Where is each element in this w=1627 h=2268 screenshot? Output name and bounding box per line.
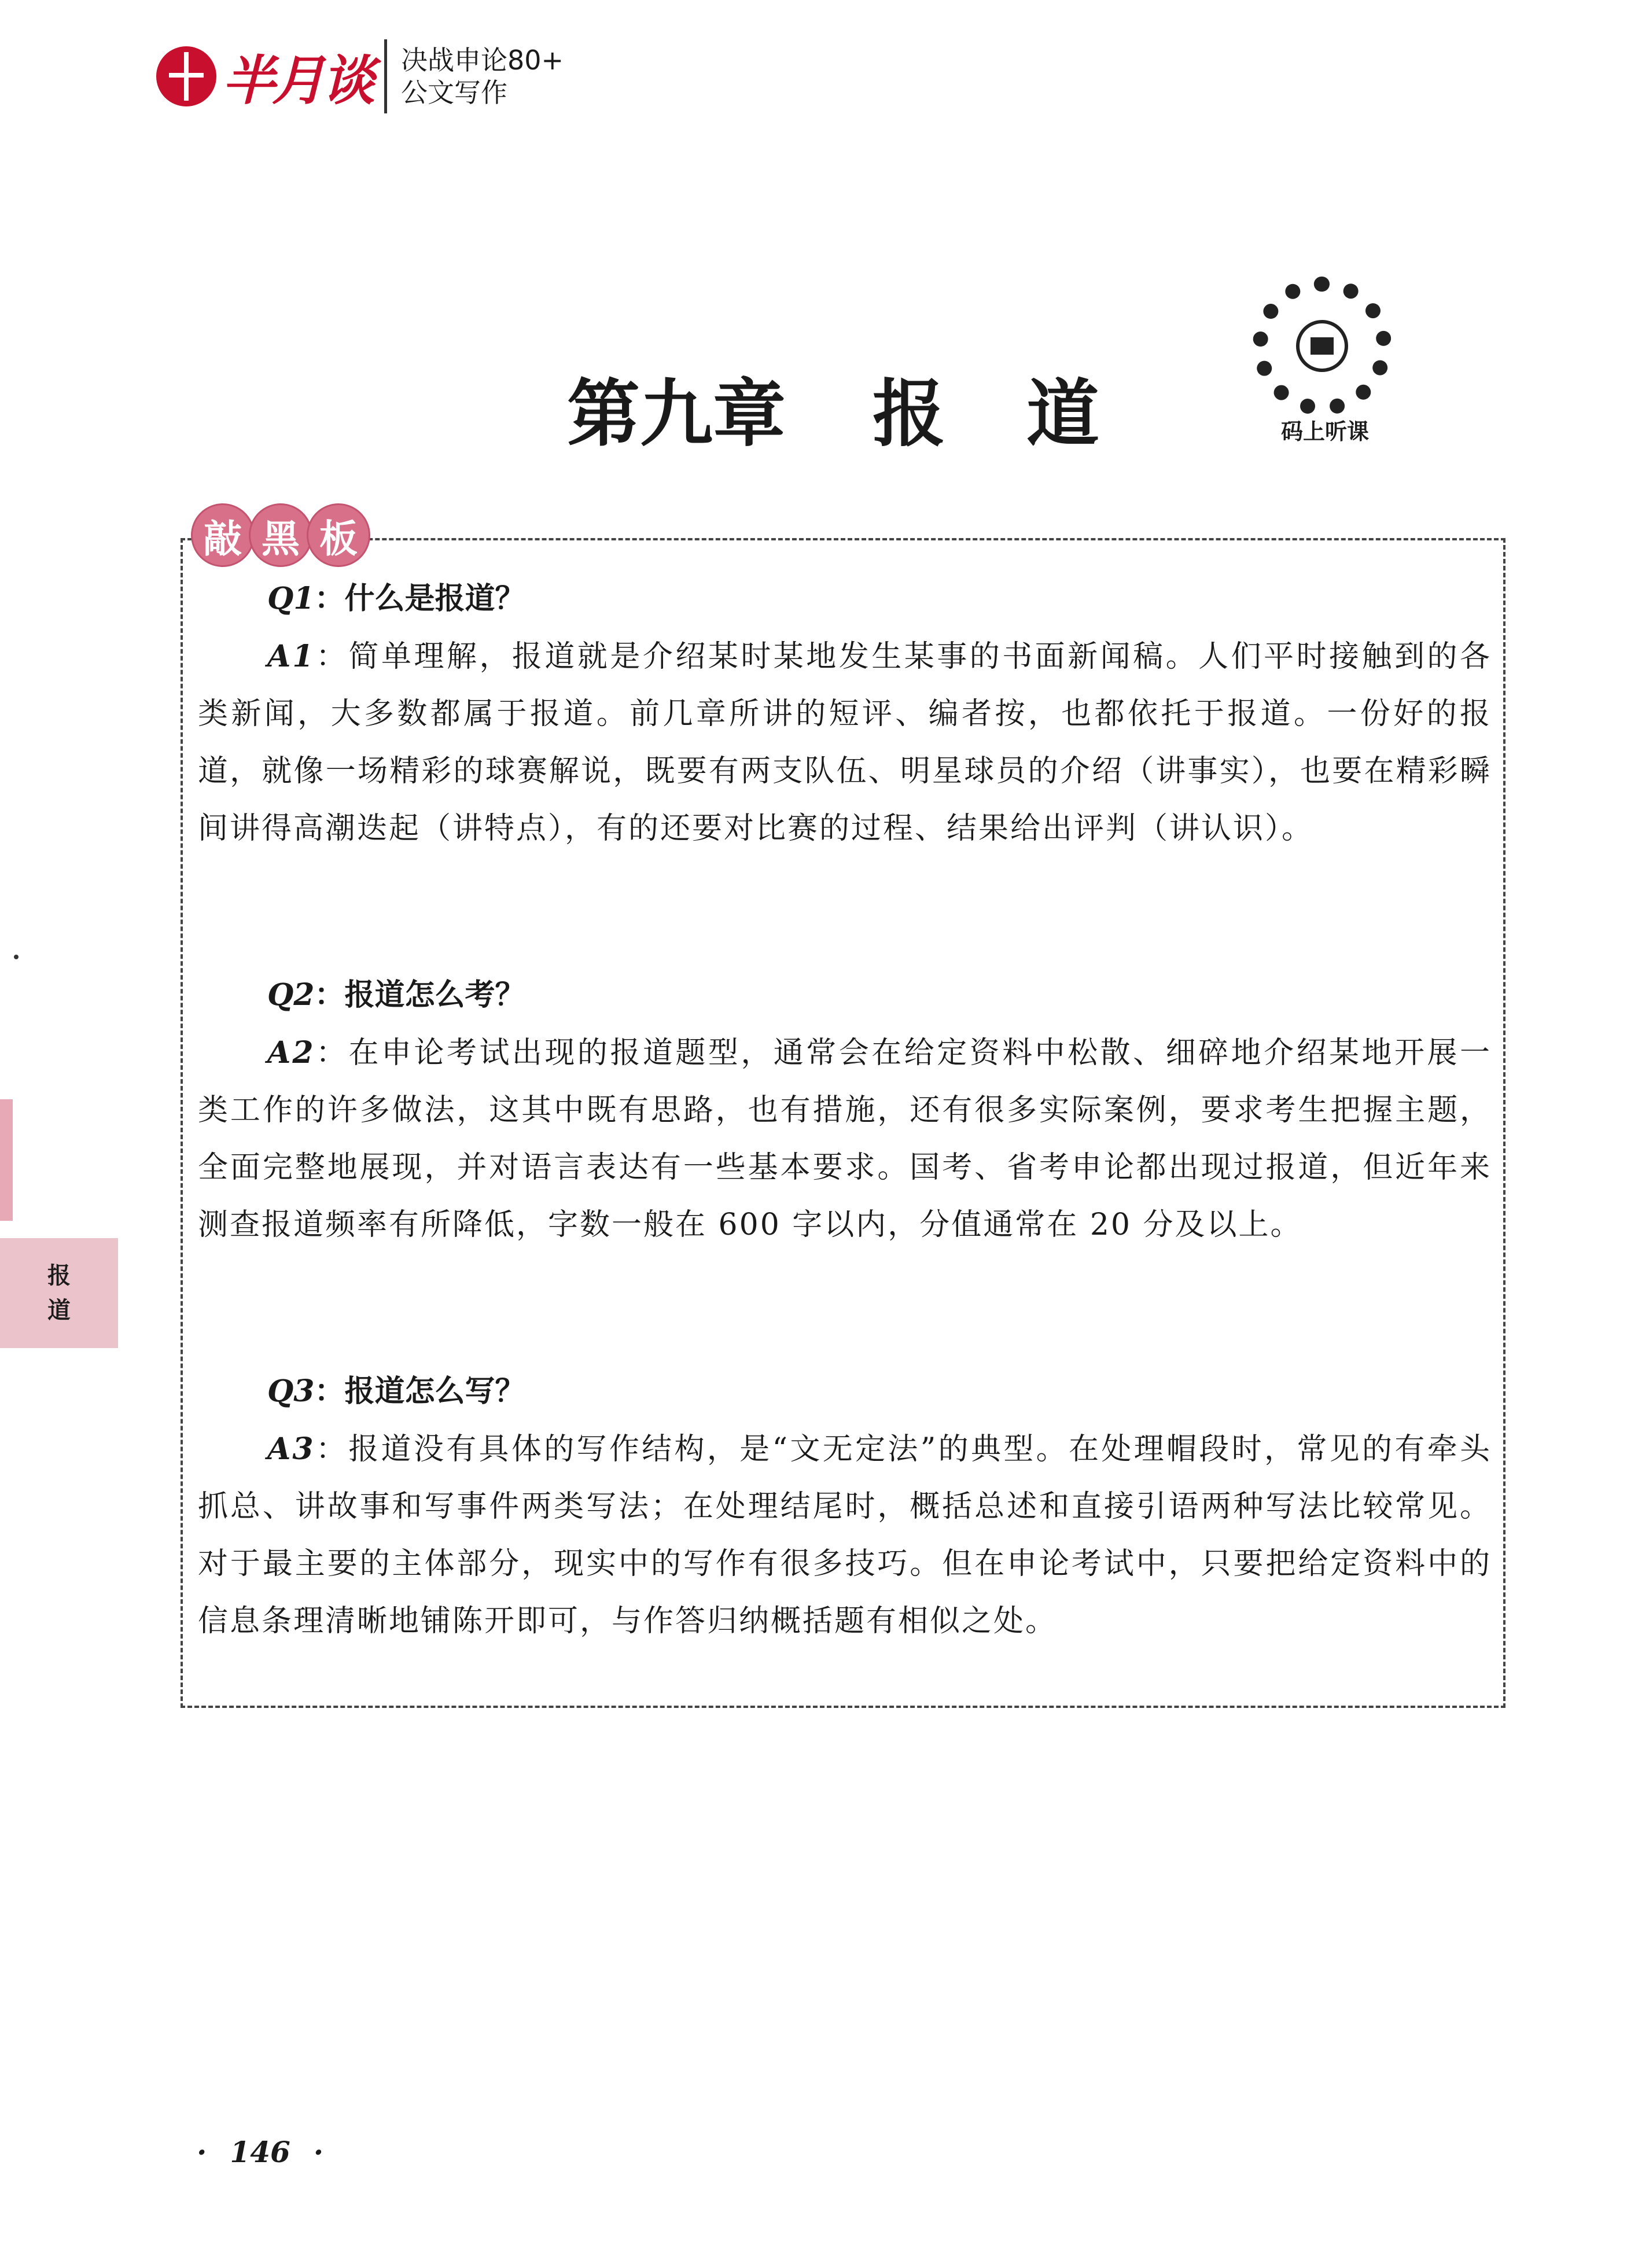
- chapter-number: 第九章: [567, 370, 786, 456]
- chapter-side-tab[interactable]: [0, 1238, 118, 1348]
- question: [198, 966, 1492, 1024]
- answer: [198, 1024, 1492, 1254]
- answer: [198, 628, 1492, 857]
- qa-item-2: [198, 966, 1492, 1254]
- chapter-title-char-2: 道: [1026, 370, 1099, 456]
- question: [198, 1363, 1492, 1420]
- answer-text: ：在申论考试出现的报道题型，通常会在给定资料中松散、细碎地介绍某地开展一类工作的许多做法，这其中既有思路，也有措施，还有很多实际案例，要求考生把握主题，全面完整地展现，并对语言表达有一些基本要求。国考、省考申论都出现过报道，但近年来测查报道频率有所降低，字数一般在 600 字以内，分值通常在 20 分及以上。: [198, 1036, 1492, 1242]
- answer-id: A2: [267, 1035, 315, 1070]
- blackboard-tag-1: 敲: [191, 503, 255, 567]
- series-line-1: 决战申论80+: [401, 45, 564, 76]
- question-id: Q2: [267, 977, 315, 1013]
- answer-text: ：简单理解，报道就是介绍某时某地发生某事的书面新闻稿。人们平时接触到的各类新闻，大多数都属于报道。前几章所讲的短评、编者按，也都依托于报道。一份好的报道，就像一场精彩的球赛解说，既要有两支队伍、明星球员的介绍（讲事实），也要在精彩瞬间讲得高潮迭起（讲特点），有的还要对比赛的过程、结果给出评判（讲认识）。: [198, 639, 1492, 846]
- page-number-value: 146: [230, 2135, 290, 2169]
- publisher-logo: [156, 39, 371, 114]
- side-marker: [0, 1099, 13, 1221]
- series-line-2: 公文写作: [401, 77, 508, 108]
- question-id: Q1: [267, 581, 315, 616]
- question: [198, 570, 1492, 628]
- logo-text: 半月谈: [222, 50, 372, 112]
- page-number-dot-right: ·: [313, 2135, 324, 2169]
- qr-caption: 码上听课: [1280, 419, 1369, 444]
- question-text: ：什么是报道？: [314, 581, 525, 616]
- qr-book-icon: [1296, 320, 1348, 372]
- page-number: [185, 2135, 335, 2169]
- side-tab-char-1: 报: [47, 1262, 71, 1289]
- chapter-title: [567, 359, 1099, 457]
- chapter-title-char-1: 报: [873, 370, 945, 456]
- blackboard-tags: [191, 503, 365, 567]
- answer-text: ：报道没有具体的写作结构，是“文无定法”的典型。在处理帽段时，常见的有牵头抓总、讲故事和写事件两类写法；在处理结尾时，概括总述和直接引语两种写法比较常见。对于最主要的主体部分，现实中的写作有很多技巧。但在申论考试中，只要把给定资料中的信息条理清晰地铺陈开即可，与作答归纳概括题有相似之处。: [198, 1432, 1492, 1639]
- question-id: Q3: [267, 1374, 315, 1409]
- logo-emblem-icon: [156, 46, 216, 106]
- page-header: [156, 30, 564, 123]
- page-number-dot-left: ·: [197, 2135, 207, 2169]
- blackboard-tag-2: 黑: [249, 503, 312, 567]
- margin-dot: [14, 955, 19, 959]
- qa-item-1: [198, 570, 1492, 857]
- question-text: ：报道怎么考？: [314, 978, 525, 1013]
- answer-id: A3: [267, 1431, 315, 1467]
- answer-id: A1: [267, 639, 315, 674]
- answer: [198, 1420, 1492, 1650]
- qa-item-3: [198, 1363, 1492, 1650]
- side-tab-char-2: 道: [47, 1297, 71, 1324]
- blackboard-tag-3: 板: [307, 503, 370, 567]
- header-divider: [384, 39, 387, 113]
- series-title: [401, 44, 564, 109]
- question-text: ：报道怎么写？: [314, 1374, 525, 1409]
